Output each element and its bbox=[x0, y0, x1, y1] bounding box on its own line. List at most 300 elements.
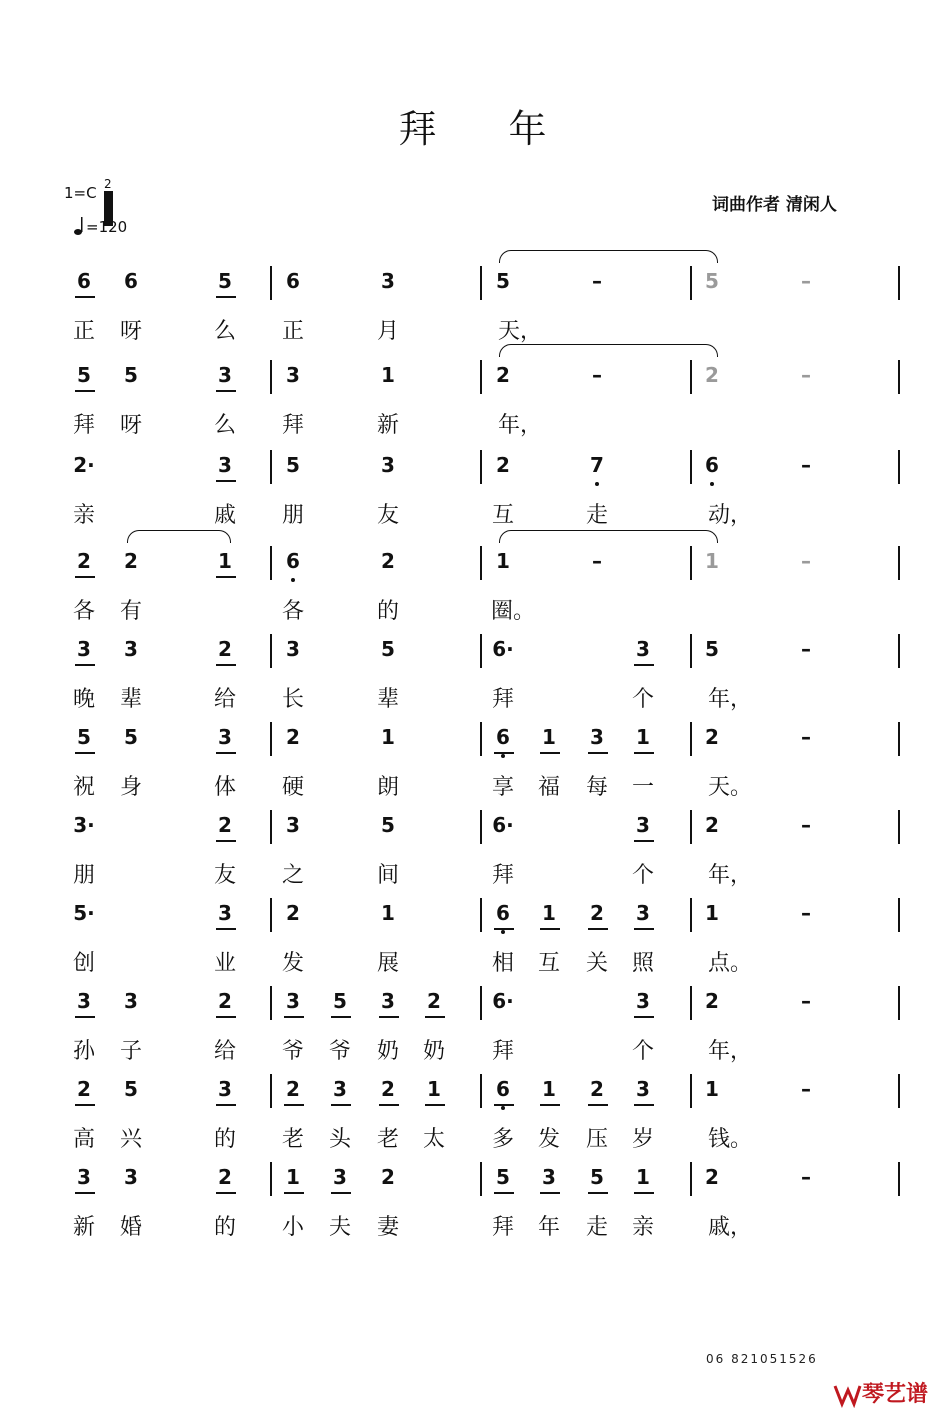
lyric-syllable: 每 bbox=[585, 775, 608, 800]
note-underline bbox=[216, 840, 236, 842]
bar-line bbox=[270, 450, 272, 484]
note: 3 bbox=[286, 637, 300, 661]
note: 6 bbox=[705, 453, 719, 477]
note-underline bbox=[284, 1192, 304, 1194]
bar-line bbox=[270, 810, 272, 844]
lyric-syllable: 友 bbox=[213, 863, 236, 888]
lyric-syllable: 老 bbox=[376, 1127, 399, 1152]
lyric-syllable: 呀 bbox=[119, 319, 142, 344]
lower-octave-dot bbox=[501, 930, 505, 934]
note: 3 bbox=[218, 363, 232, 387]
note: 2 bbox=[705, 813, 719, 837]
footer-number: 06 821051526 bbox=[706, 1352, 818, 1366]
note-underline bbox=[379, 1016, 399, 1018]
lyric-syllable: 一 bbox=[631, 775, 654, 800]
composer-credit: 词曲作者 清闲人 bbox=[712, 195, 837, 215]
dash-extension: – bbox=[801, 989, 811, 1013]
lyric-syllable: 个 bbox=[631, 687, 654, 712]
lyric-syllable: 太 bbox=[422, 1127, 445, 1152]
lyric-syllable: 婚 bbox=[119, 1215, 142, 1240]
bar-line bbox=[898, 898, 900, 932]
tempo-value: =120 bbox=[86, 218, 128, 236]
note: 2 bbox=[286, 1077, 300, 1101]
lyric-syllable: 照 bbox=[631, 951, 654, 976]
bar-line bbox=[690, 898, 692, 932]
dash-extension: – bbox=[592, 549, 602, 573]
bar-line bbox=[480, 546, 482, 580]
lyric-syllable: 孙 bbox=[72, 1039, 95, 1064]
note-underline bbox=[494, 1192, 514, 1194]
bar-line bbox=[898, 722, 900, 756]
bar-line bbox=[690, 360, 692, 394]
dash-extension: – bbox=[801, 813, 811, 837]
note: 3 bbox=[124, 637, 138, 661]
note-underline bbox=[379, 1104, 399, 1106]
lyric-syllable: 子 bbox=[119, 1039, 142, 1064]
note: 5 bbox=[77, 363, 91, 387]
note-underline bbox=[216, 390, 236, 392]
note: 3 bbox=[381, 269, 395, 293]
lyric-syllable: 朗 bbox=[376, 775, 399, 800]
lyric-syllable: 新 bbox=[376, 413, 399, 438]
score-line bbox=[0, 1164, 945, 1252]
lyric-syllable: 拜 bbox=[72, 413, 95, 438]
note: 2 bbox=[381, 1165, 395, 1189]
quarter-note-icon bbox=[74, 216, 86, 236]
note: 2 bbox=[218, 637, 232, 661]
lower-octave-dot bbox=[710, 482, 714, 486]
note: 5 bbox=[124, 1077, 138, 1101]
note: 1 bbox=[542, 725, 556, 749]
note: 5 bbox=[218, 269, 232, 293]
dash-extension: – bbox=[592, 363, 602, 387]
note-underline bbox=[216, 1104, 236, 1106]
bar-line bbox=[270, 360, 272, 394]
lower-octave-dot bbox=[291, 578, 295, 582]
note-underline bbox=[634, 928, 654, 930]
lyric-syllable: 动， bbox=[708, 503, 753, 528]
bar-line bbox=[270, 1162, 272, 1196]
lyric-syllable: 硬 bbox=[281, 775, 304, 800]
lyric-syllable: 天， bbox=[498, 319, 543, 344]
lyric-syllable: 福 bbox=[537, 775, 560, 800]
note: 2 bbox=[218, 1165, 232, 1189]
lyric-syllable: 兴 bbox=[119, 1127, 142, 1152]
lyric-syllable: 辈 bbox=[119, 687, 142, 712]
note: 1 bbox=[286, 1165, 300, 1189]
bar-line bbox=[480, 634, 482, 668]
lyric-syllable: 么 bbox=[213, 413, 236, 438]
note-underline bbox=[284, 1104, 304, 1106]
note: 3 bbox=[333, 1077, 347, 1101]
dash-extension: – bbox=[801, 363, 811, 387]
note-underline bbox=[588, 1104, 608, 1106]
note: 5 bbox=[496, 1165, 510, 1189]
logo-text: 琴艺谱 bbox=[862, 1382, 929, 1407]
bar-line bbox=[690, 266, 692, 300]
note: 2 bbox=[286, 725, 300, 749]
note: 5 bbox=[124, 363, 138, 387]
note-underline bbox=[425, 1104, 445, 1106]
lyric-syllable: 之 bbox=[281, 863, 304, 888]
note: 3 bbox=[286, 989, 300, 1013]
note: 2 bbox=[286, 901, 300, 925]
bar-line bbox=[270, 898, 272, 932]
logo-icon bbox=[832, 1382, 862, 1408]
bar-line bbox=[480, 898, 482, 932]
lyric-syllable: 个 bbox=[631, 863, 654, 888]
lyric-syllable: 正 bbox=[72, 319, 95, 344]
lyric-syllable: 间 bbox=[376, 863, 399, 888]
bar-line bbox=[270, 722, 272, 756]
note-underline bbox=[331, 1016, 351, 1018]
page-title: 拜 年 bbox=[398, 107, 577, 151]
note: 3 bbox=[77, 1165, 91, 1189]
lyric-syllable: 发 bbox=[537, 1127, 560, 1152]
bar-line bbox=[270, 986, 272, 1020]
note-underline bbox=[588, 928, 608, 930]
note: 6· bbox=[492, 813, 514, 837]
note: 3 bbox=[124, 1165, 138, 1189]
lyric-syllable: 呀 bbox=[119, 413, 142, 438]
score-line bbox=[0, 724, 945, 812]
lyric-syllable: 拜 bbox=[491, 687, 514, 712]
note-underline bbox=[75, 752, 95, 754]
lyric-syllable: 各 bbox=[72, 599, 95, 624]
bar-line bbox=[270, 1074, 272, 1108]
score-line bbox=[0, 812, 945, 900]
bar-line bbox=[690, 450, 692, 484]
tie-arc bbox=[499, 344, 718, 357]
note: 5 bbox=[590, 1165, 604, 1189]
lyric-syllable: 爷 bbox=[281, 1039, 304, 1064]
site-logo bbox=[832, 1377, 928, 1408]
lower-octave-dot bbox=[501, 754, 505, 758]
note: 1 bbox=[636, 1165, 650, 1189]
lyric-syllable: 年， bbox=[498, 413, 543, 438]
lyric-syllable: 新 bbox=[72, 1215, 95, 1240]
note-underline bbox=[425, 1016, 445, 1018]
note-underline bbox=[540, 752, 560, 754]
score-line bbox=[0, 452, 945, 540]
lyric-syllable: 祝 bbox=[72, 775, 95, 800]
note-underline bbox=[75, 1016, 95, 1018]
lyric-syllable: 发 bbox=[281, 951, 304, 976]
note: 7 bbox=[590, 453, 604, 477]
score-line bbox=[0, 362, 945, 450]
note-underline bbox=[216, 296, 236, 298]
note: 1 bbox=[496, 549, 510, 573]
lyric-syllable: 长 bbox=[281, 687, 304, 712]
note: 3 bbox=[636, 901, 650, 925]
time-signature-top: 2 bbox=[104, 177, 112, 191]
dash-extension: – bbox=[801, 453, 811, 477]
note: 3 bbox=[218, 1077, 232, 1101]
note-underline bbox=[540, 1192, 560, 1194]
lyric-syllable: 拜 bbox=[491, 1215, 514, 1240]
note: 3 bbox=[286, 813, 300, 837]
note-underline bbox=[331, 1192, 351, 1194]
note: 2 bbox=[218, 989, 232, 1013]
lyric-syllable: 辈 bbox=[376, 687, 399, 712]
lyric-syllable: 戚， bbox=[708, 1215, 753, 1240]
note: 5 bbox=[381, 637, 395, 661]
lyric-syllable: 夫 bbox=[328, 1215, 351, 1240]
lyric-syllable: 创 bbox=[72, 951, 95, 976]
score-line bbox=[0, 1076, 945, 1164]
tie-arc bbox=[499, 530, 718, 543]
bar-line bbox=[480, 722, 482, 756]
note: 1 bbox=[705, 901, 719, 925]
lyric-syllable: 妻 bbox=[376, 1215, 399, 1240]
note: 1 bbox=[381, 725, 395, 749]
note-underline bbox=[216, 752, 236, 754]
bar-line bbox=[480, 266, 482, 300]
score-line bbox=[0, 636, 945, 724]
lyric-syllable: 爷 bbox=[328, 1039, 351, 1064]
note: 3 bbox=[381, 453, 395, 477]
note: 3 bbox=[542, 1165, 556, 1189]
lyric-syllable: 给 bbox=[213, 687, 236, 712]
note: 5 bbox=[705, 269, 719, 293]
note: 3 bbox=[218, 453, 232, 477]
score-line bbox=[0, 268, 945, 356]
dash-extension: – bbox=[801, 269, 811, 293]
bar-line bbox=[690, 986, 692, 1020]
lyric-syllable: 正 bbox=[281, 319, 304, 344]
lyric-syllable: 业 bbox=[213, 951, 236, 976]
note-underline bbox=[75, 576, 95, 578]
note: 3 bbox=[218, 901, 232, 925]
note: 5 bbox=[124, 725, 138, 749]
bar-line bbox=[690, 810, 692, 844]
note: 1 bbox=[427, 1077, 441, 1101]
lyric-syllable: 体 bbox=[213, 775, 236, 800]
note-underline bbox=[634, 664, 654, 666]
bar-line bbox=[480, 1162, 482, 1196]
lyric-syllable: 年， bbox=[708, 687, 753, 712]
lower-octave-dot bbox=[501, 1106, 505, 1110]
lyric-syllable: 奶 bbox=[376, 1039, 399, 1064]
note: 2 bbox=[124, 549, 138, 573]
note-underline bbox=[75, 664, 95, 666]
lyric-syllable: 相 bbox=[491, 951, 514, 976]
bar-line bbox=[690, 546, 692, 580]
bar-line bbox=[270, 546, 272, 580]
note: 2 bbox=[496, 363, 510, 387]
lyric-syllable: 小 bbox=[281, 1215, 304, 1240]
note: 3 bbox=[636, 1077, 650, 1101]
tie-arc bbox=[499, 250, 718, 263]
note: 2 bbox=[590, 901, 604, 925]
bar-line bbox=[898, 986, 900, 1020]
note-underline bbox=[634, 840, 654, 842]
note: 6· bbox=[492, 637, 514, 661]
note: 2 bbox=[381, 549, 395, 573]
lyric-syllable: 戚 bbox=[213, 503, 236, 528]
note: 5 bbox=[333, 989, 347, 1013]
lyric-syllable: 拜 bbox=[281, 413, 304, 438]
bar-line bbox=[898, 360, 900, 394]
note: 5· bbox=[73, 901, 95, 925]
note: 2 bbox=[496, 453, 510, 477]
bar-line bbox=[898, 450, 900, 484]
note: 1 bbox=[636, 725, 650, 749]
note: 1 bbox=[381, 901, 395, 925]
note: 3 bbox=[636, 989, 650, 1013]
dash-extension: – bbox=[801, 1165, 811, 1189]
lyric-syllable: 压 bbox=[585, 1127, 608, 1152]
dash-extension: – bbox=[801, 901, 811, 925]
lyric-syllable: 互 bbox=[491, 503, 514, 528]
note-underline bbox=[540, 1104, 560, 1106]
note: 2 bbox=[705, 989, 719, 1013]
note: 6 bbox=[77, 269, 91, 293]
note: 2 bbox=[77, 549, 91, 573]
note-underline bbox=[75, 390, 95, 392]
lyric-syllable: 朋 bbox=[281, 503, 304, 528]
note: 3 bbox=[77, 989, 91, 1013]
lyric-syllable: 友 bbox=[376, 503, 399, 528]
lyric-syllable: 的 bbox=[213, 1127, 236, 1152]
bar-line bbox=[480, 810, 482, 844]
note: 2 bbox=[705, 725, 719, 749]
note: 1 bbox=[381, 363, 395, 387]
bar-line bbox=[690, 722, 692, 756]
note-underline bbox=[331, 1104, 351, 1106]
lyric-syllable: 月 bbox=[376, 319, 399, 344]
note-underline bbox=[216, 576, 236, 578]
lyric-syllable: 有 bbox=[119, 599, 142, 624]
note-underline bbox=[634, 1192, 654, 1194]
lyric-syllable: 年， bbox=[708, 1039, 753, 1064]
lyric-syllable: 个 bbox=[631, 1039, 654, 1064]
lyric-syllable: 给 bbox=[213, 1039, 236, 1064]
time-signature bbox=[104, 178, 112, 204]
note: 1 bbox=[542, 901, 556, 925]
note-underline bbox=[216, 664, 236, 666]
note: 3 bbox=[590, 725, 604, 749]
note: 6 bbox=[286, 269, 300, 293]
note: 1 bbox=[705, 1077, 719, 1101]
lyric-syllable: 点。 bbox=[708, 951, 753, 976]
note: 6 bbox=[124, 269, 138, 293]
note-underline bbox=[216, 480, 236, 482]
bar-line bbox=[480, 1074, 482, 1108]
note: 3 bbox=[636, 813, 650, 837]
score-line bbox=[0, 900, 945, 988]
note-underline bbox=[75, 1192, 95, 1194]
lyric-syllable: 多 bbox=[491, 1127, 514, 1152]
lyric-syllable: 互 bbox=[537, 951, 560, 976]
note: 2 bbox=[77, 1077, 91, 1101]
tie-arc bbox=[127, 530, 231, 543]
lyric-syllable: 的 bbox=[376, 599, 399, 624]
dash-extension: – bbox=[801, 1077, 811, 1101]
note: 3 bbox=[286, 363, 300, 387]
bar-line bbox=[480, 360, 482, 394]
score-line bbox=[0, 988, 945, 1076]
note: 1 bbox=[705, 549, 719, 573]
note: 3 bbox=[636, 637, 650, 661]
dash-extension: – bbox=[801, 549, 811, 573]
note-underline bbox=[216, 1192, 236, 1194]
note: 1 bbox=[542, 1077, 556, 1101]
note: 2 bbox=[427, 989, 441, 1013]
note-underline bbox=[284, 1016, 304, 1018]
bar-line bbox=[270, 266, 272, 300]
dash-extension: – bbox=[801, 637, 811, 661]
lyric-syllable: 高 bbox=[72, 1127, 95, 1152]
note: 5 bbox=[705, 637, 719, 661]
lyric-syllable: 钱。 bbox=[708, 1127, 753, 1152]
note: 5 bbox=[381, 813, 395, 837]
note-underline bbox=[634, 1104, 654, 1106]
tempo-marking bbox=[74, 216, 127, 236]
note: 2· bbox=[73, 453, 95, 477]
note: 3 bbox=[333, 1165, 347, 1189]
note-underline bbox=[216, 928, 236, 930]
note-underline bbox=[634, 752, 654, 754]
note: 3· bbox=[73, 813, 95, 837]
lyric-syllable: 年 bbox=[537, 1215, 560, 1240]
bar-line bbox=[898, 1162, 900, 1196]
bar-line bbox=[898, 266, 900, 300]
note-underline bbox=[216, 1016, 236, 1018]
note-underline bbox=[588, 1192, 608, 1194]
lyric-syllable: 头 bbox=[328, 1127, 351, 1152]
note: 2 bbox=[381, 1077, 395, 1101]
lyric-syllable: 天。 bbox=[708, 775, 753, 800]
note: 3 bbox=[381, 989, 395, 1013]
note: 2 bbox=[705, 1165, 719, 1189]
note: 5 bbox=[496, 269, 510, 293]
note: 3 bbox=[218, 725, 232, 749]
note-underline bbox=[75, 296, 95, 298]
note: 6· bbox=[492, 989, 514, 1013]
dash-extension: – bbox=[801, 725, 811, 749]
note-underline bbox=[588, 752, 608, 754]
lyric-syllable: 走 bbox=[585, 1215, 608, 1240]
lyric-syllable: 展 bbox=[376, 951, 399, 976]
score-line bbox=[0, 548, 945, 636]
note: 6 bbox=[496, 1077, 510, 1101]
note-underline bbox=[540, 928, 560, 930]
note: 1 bbox=[218, 549, 232, 573]
lyric-syllable: 么 bbox=[213, 319, 236, 344]
lyric-syllable: 老 bbox=[281, 1127, 304, 1152]
lyric-syllable: 拜 bbox=[491, 863, 514, 888]
lyric-syllable: 岁 bbox=[631, 1127, 654, 1152]
lyric-syllable: 身 bbox=[119, 775, 142, 800]
bar-line bbox=[898, 1074, 900, 1108]
lyric-syllable: 年， bbox=[708, 863, 753, 888]
note: 2 bbox=[218, 813, 232, 837]
lyric-syllable: 圈。 bbox=[491, 599, 536, 624]
bar-line bbox=[480, 450, 482, 484]
bar-line bbox=[898, 634, 900, 668]
lower-octave-dot bbox=[595, 482, 599, 486]
bar-line bbox=[690, 1162, 692, 1196]
bar-line bbox=[898, 810, 900, 844]
lyric-syllable: 奶 bbox=[422, 1039, 445, 1064]
note: 2 bbox=[590, 1077, 604, 1101]
note: 5 bbox=[286, 453, 300, 477]
lyric-syllable: 晚 bbox=[72, 687, 95, 712]
bar-line bbox=[690, 634, 692, 668]
lyric-syllable: 的 bbox=[213, 1215, 236, 1240]
note: 5 bbox=[77, 725, 91, 749]
